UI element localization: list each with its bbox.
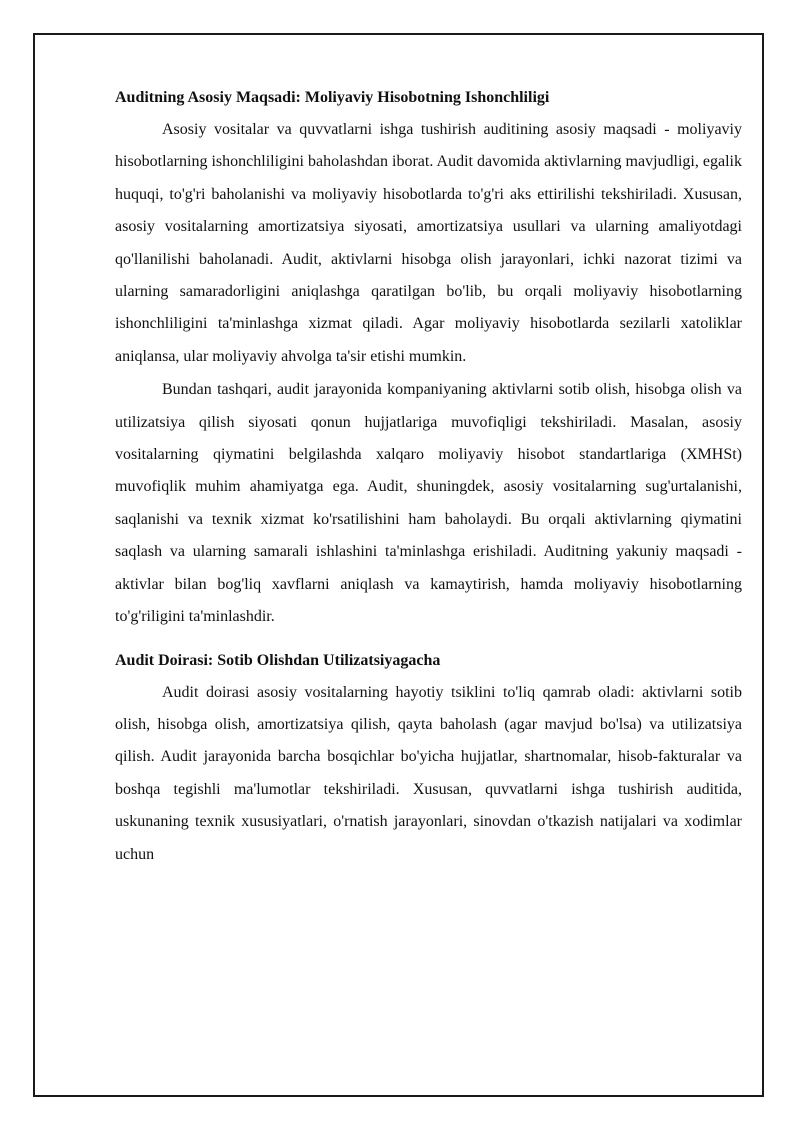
document-body [115,84,742,872]
paragraph-audit-purpose-2: Bundan tashqari, audit jarayonida kompaniyaning aktivlarni sotib olish, hisobga olish va utilizatsiya qilish siyosati qonun hujjatlariga muvofiqligi tekshiriladi. Masalan, asosiy vositalarning qiymatini belgilashda xalqaro moliyaviy hisobot standartlariga (XMHSt) muvofiqlik muhim ahamiyatga ega. Audit, shuningdek, asosiy vositalarning sug'urtalanishi, saqlanishi va texnik xizmat ko'rsatilishini ham baholaydi. Bu orqali aktivlarning qiymatini saqlash va ularning samarali ishlashini ta'minlashga erishiladi. Auditning yakuniy maqsadi - aktivlar bilan bog'liq xavflarni aniqlash va kamaytirish, hamda moliyaviy hisobotlarning to'g'riligini ta'minlashdir. [115,381,742,626]
section-heading-audit-purpose: Auditning Asosiy Maqsadi: Moliyaviy Hisobotning Ishonchliligi [115,89,550,106]
paragraph-audit-scope-1: Audit doirasi asosiy vositalarning hayotiy tsiklini to'liq qamrab oladi: aktivlarni sotib olish, hisobga olish, amortizatsiya qilish, qayta baholash (agar mavjud bo'lsa) va utilizatsiya qilish. Audit jarayonida barcha bosqichlar bo'yicha hujjatlar, shartnomalar, hisob-fakturalar va boshqa tegishli ma'lumotlar tekshiriladi. Xususan, quvvatlarni ishga tushirish auditida, uskunaning texnik xususiyatlari, o'rnatish jarayonlari, sinovdan o'tkazish natijalari va xodimlar uchun [115,683,742,863]
section-heading-audit-scope: Audit Doirasi: Sotib Olishdan Utilizatsiyagacha [115,651,441,669]
paragraph-audit-purpose-1: Asosiy vositalar va quvvatlarni ishga tushirish auditining asosiy maqsadi - moliyaviy hisobotlarning ishonchliligini baholashdan iborat. Audit davomida aktivlarning mavjudligi, egalik huquqi, to'g'ri baholanishi va moliyaviy hisobotlarda to'g'ri aks ettirilishi tekshiriladi. Xususan, asosiy vositalarning amortizatsiya siyosati, amortizatsiya usullari va ularning amaliyotdagi qo'llanilishi baholanadi. Audit, aktivlarni hisobga olish jarayonlari, ichki nazorat tizimi va ularning samaradorligini aniqlashga qaratilgan bo'lib, bu orqali moliyaviy hisobotlarning ishonchliligini ta'minlashga xizmat qiladi. Agar moliyaviy hisobotlarda sezilarli xatoliklar aniqlansa, ular moliyaviy ahvolga ta'sir etishi mumkin. [115,121,742,365]
